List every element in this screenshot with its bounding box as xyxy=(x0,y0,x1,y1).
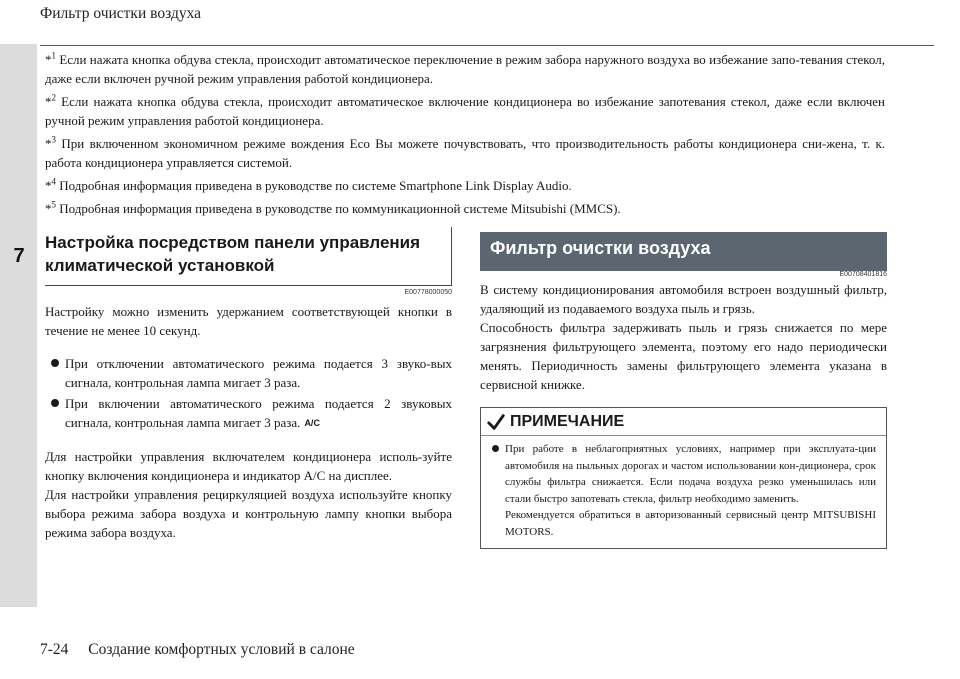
note-recommendation: Рекомендуется обратиться в авторизованный сервисный центр MITSUBISHI MOTORS. xyxy=(505,509,876,538)
check-icon xyxy=(487,413,505,431)
note-box xyxy=(480,407,887,549)
footer-chapter-title: Создание комфортных условий в салоне xyxy=(88,641,355,658)
left-column xyxy=(45,227,452,542)
bullet-item: При отключении автоматического режима подается 3 звуко-вых сигнала, контрольная лампа мигает 3 раза. xyxy=(45,354,452,392)
section-code: E00708401816 xyxy=(839,271,887,278)
section-code: E00778000050 xyxy=(404,289,452,296)
bullet-list xyxy=(45,354,452,433)
intro-paragraph: Настройку можно изменить удержанием соответствующей кнопки в течение не менее 10 секунд. xyxy=(45,304,452,338)
note-item: При работе в неблагоприятных условиях, например при эксплуата-ции автомобиля на пыльных дорогах и частом использовании кон-диционера, срок службы фильтра снижается. Если подача воздуха резко уменьшилась или стали быстро запотевать стекла, фильтр необходимо заменить. xyxy=(491,441,876,507)
chapter-side-strip xyxy=(0,44,37,607)
section-heading-air-filter: Фильтр очистки воздуха xyxy=(480,232,887,271)
header-divider xyxy=(40,45,934,46)
note-title-label: ПРИМЕЧАНИЕ xyxy=(510,412,625,430)
footnote-3: *$^3$ При включенном экономичном режиме вождения Eco Вы можете почувствовать, что производительность работы кондиционера сни-жена, т. к. работа кондиционера управляется системой. xyxy=(45,134,886,170)
paragraph-recirculation: Для настройки управления рециркуляцией воздуха используйте кнопку выбора режима забора воздуха и контрольную лампу кнопки выбора режима забора воздуха. xyxy=(45,487,452,540)
right-column xyxy=(480,227,887,549)
chapter-number: 7 xyxy=(13,245,25,267)
section-heading-climate-panel: Настройка посредством панели управления климатической установкой xyxy=(45,227,452,286)
footnote-4: *$^4$ Подробная информация приведена в руководстве по системе Smartphone Link Display Audio. xyxy=(45,176,572,193)
footnote-1: *$^1$ Если нажата кнопка обдува стекла, происходит автоматическое переключение в режим забора наружного воздуха во избежание запо-тевания стекол, даже если включен ручной режим управления работой кондиционера. xyxy=(45,50,886,86)
page-header-title: Фильтр очистки воздуха xyxy=(40,5,202,22)
footnote-2: *$^2$ Если нажата кнопка обдува стекла, происходит автоматическое включение кондиционера во избежание запотевания стекол, даже если включен ручной режим управления работой кондиционера. xyxy=(45,92,886,128)
footnotes xyxy=(45,50,885,222)
filter-paragraph-1: В систему кондиционирования автомобиля встроен воздушный фильтр, удаляющий из подаваемого воздуха пыль и грязь. xyxy=(480,282,887,316)
note-title xyxy=(481,408,886,436)
footnote-5: *$^5$ Подробная информация приведена в руководстве по коммуникационной системе Mitsubishi (MMCS). xyxy=(45,199,621,216)
page-number: 7-24 xyxy=(40,641,69,658)
ac-icon: A/C xyxy=(304,418,320,428)
page-footer xyxy=(40,641,355,659)
filter-paragraph-2: Способность фильтра задерживать пыль и грязь снижается по мере загрязнения фильтрующего элемента, поэтому его надо периодически менять. Периодичность замены фильтрующего элемента указана в сервисной книжке. xyxy=(480,320,887,392)
paragraph-ac-control: Для настройки управления включателем кондиционера исполь-зуйте кнопку включения кондиционера и индикатор A/C на дисплее. xyxy=(45,449,452,483)
bullet-item: При включении автоматического режима подается 2 звуковых сигнала, контрольная лампа мигает 3 раза. A/C xyxy=(45,394,452,433)
